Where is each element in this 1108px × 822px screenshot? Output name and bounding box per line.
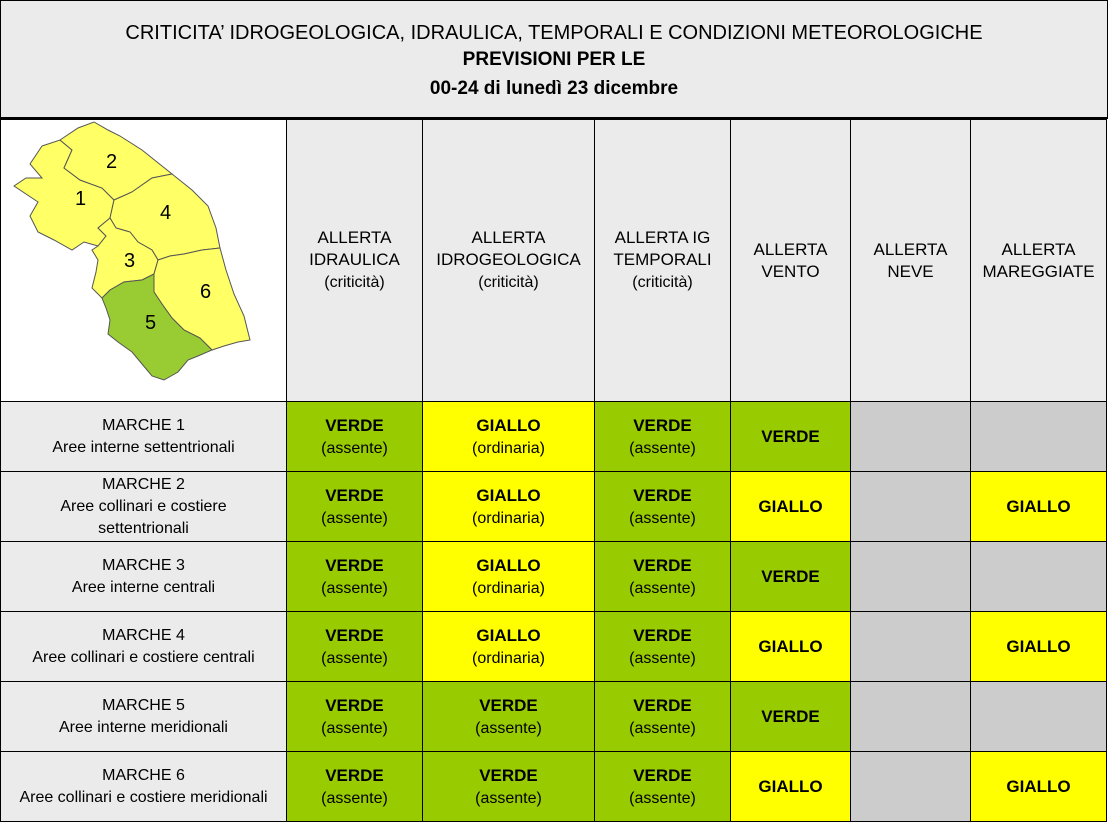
idraulica-cell (287, 682, 423, 752)
alert-level: VERDE (633, 415, 692, 435)
alert-level: VERDE (761, 427, 820, 446)
alert-level: VERDE (633, 485, 692, 505)
alert-level: VERDE (325, 765, 384, 785)
column-header-temporali (595, 120, 731, 402)
column-header-idraulica (287, 120, 423, 402)
temporali-cell (595, 682, 731, 752)
bulletin-subtitle: PREVISIONI PER LE (462, 49, 646, 70)
zone-name: MARCHE 6 (102, 766, 185, 784)
zone-label: 3 (123, 250, 135, 272)
bulletin-title: CRITICITA’ IDROGEOLOGICA, IDRAULICA, TEMPORALI E CONDIZIONI METEOROLOGICHE (125, 22, 983, 44)
zone-description: Aree interne centrali (71, 578, 216, 596)
idraulica-cell (287, 472, 423, 542)
criticality: (ordinaria) (472, 649, 545, 667)
mareggiate-cell (971, 402, 1107, 472)
bulletin-header (0, 0, 1108, 119)
table-row (1, 542, 1107, 612)
alert-level: VERDE (633, 555, 692, 575)
alert-level: VERDE (633, 695, 692, 715)
alert-level: GIALLO (1006, 777, 1071, 796)
zone-cell (1, 682, 287, 752)
column-header-line: MAREGGIATE (982, 261, 1095, 281)
criticality: (assente) (475, 719, 542, 737)
zone-label: 2 (105, 151, 117, 173)
neve-cell (851, 612, 971, 682)
table-row (1, 472, 1107, 542)
criticality: (assente) (321, 579, 388, 597)
temporali-cell (595, 612, 731, 682)
idraulica-cell (287, 752, 423, 822)
temporali-cell (595, 402, 731, 472)
neve-cell (851, 752, 971, 822)
idrogeologica-cell (423, 402, 595, 472)
column-header-line: ALLERTA (471, 228, 546, 247)
neve-cell (851, 542, 971, 612)
column-header-sub: (criticità) (632, 274, 693, 291)
alert-level: GIALLO (476, 415, 541, 435)
criticality: (assente) (321, 509, 388, 527)
vento-cell (731, 402, 851, 472)
column-header-line: IDRAULICA (309, 250, 400, 269)
zone-description: Aree interne settentrionali (52, 438, 235, 456)
alert-level: GIALLO (758, 777, 823, 796)
alert-level: VERDE (325, 555, 384, 575)
zone-description: Aree collinari e costiere meridionali (19, 788, 268, 806)
alert-level: GIALLO (1006, 637, 1071, 656)
idrogeologica-cell (423, 752, 595, 822)
zone-cell (1, 752, 287, 822)
alert-level: VERDE (325, 485, 384, 505)
alert-level: GIALLO (758, 637, 823, 656)
column-header-mareggiate (971, 120, 1107, 402)
criticality: (assente) (321, 439, 388, 457)
criticality: (assente) (475, 789, 542, 807)
mareggiate-cell (971, 542, 1107, 612)
criticality: (assente) (629, 439, 696, 457)
zone-cell (1, 472, 287, 542)
alert-level: GIALLO (476, 625, 541, 645)
alert-level: GIALLO (476, 555, 541, 575)
vento-cell (731, 542, 851, 612)
criticality: (assente) (629, 579, 696, 597)
criticality: (ordinaria) (472, 439, 545, 457)
alert-level: VERDE (633, 625, 692, 645)
marche-region-map (2, 120, 286, 396)
table-row (1, 402, 1107, 472)
criticality: (assente) (321, 789, 388, 807)
zone-description: Aree collinari e costiere centrali (32, 648, 255, 666)
zone-name: MARCHE 1 (102, 416, 185, 434)
alert-level: VERDE (479, 765, 538, 785)
idraulica-cell (287, 542, 423, 612)
column-header-line: VENTO (761, 261, 820, 281)
zone-label: 5 (144, 312, 156, 334)
zone-description: Aree interne meridionali (59, 718, 228, 736)
idrogeologica-cell (423, 472, 595, 542)
alert-table (0, 119, 1107, 822)
neve-cell (851, 682, 971, 752)
column-header-line: ALLERTA IG (614, 228, 711, 247)
column-header-neve (851, 120, 971, 402)
mareggiate-cell (971, 682, 1107, 752)
column-header-line: NEVE (887, 261, 934, 281)
alert-level: VERDE (325, 415, 384, 435)
alert-level: GIALLO (476, 485, 541, 505)
criticality: (ordinaria) (472, 509, 545, 527)
criticality: (assente) (321, 649, 388, 667)
alert-level: GIALLO (1006, 497, 1071, 516)
column-header-line: ALLERTA (1001, 239, 1076, 259)
idrogeologica-cell (423, 682, 595, 752)
criticality: (assente) (629, 789, 696, 807)
column-header-line: IDROGEOLOGICA (436, 250, 581, 269)
mareggiate-cell (971, 612, 1107, 682)
zone-cell (1, 612, 287, 682)
table-row (1, 612, 1107, 682)
table-row (1, 752, 1107, 822)
criticality: (assente) (321, 719, 388, 737)
alert-level: VERDE (761, 707, 820, 726)
criticality: (assente) (629, 719, 696, 737)
zone-cell (1, 542, 287, 612)
table-header-row (1, 120, 1107, 402)
criticality: (assente) (629, 649, 696, 667)
criticality: (ordinaria) (472, 579, 545, 597)
zone-description: settentrionali (98, 519, 189, 537)
vento-cell (731, 682, 851, 752)
alert-level: VERDE (325, 695, 384, 715)
column-header-sub: (criticità) (478, 274, 539, 291)
alert-level: GIALLO (758, 497, 823, 516)
idraulica-cell (287, 612, 423, 682)
neve-cell (851, 402, 971, 472)
alert-level: VERDE (325, 625, 384, 645)
table-row (1, 682, 1107, 752)
column-header-line: ALLERTA (873, 239, 948, 259)
idrogeologica-cell (423, 612, 595, 682)
idraulica-cell (287, 402, 423, 472)
zone-label: 4 (159, 202, 171, 224)
neve-cell (851, 472, 971, 542)
alert-level: VERDE (761, 567, 820, 586)
column-header-line: ALLERTA (317, 228, 392, 247)
temporali-cell (595, 472, 731, 542)
temporali-cell (595, 542, 731, 612)
zone-name: MARCHE 2 (102, 475, 185, 493)
criticality: (assente) (629, 509, 696, 527)
column-header-sub: (criticità) (324, 274, 385, 291)
bulletin-date: 00-24 di lunedì 23 dicembre (429, 78, 679, 99)
alert-level: VERDE (479, 695, 538, 715)
vento-cell (731, 752, 851, 822)
zone-name: MARCHE 5 (102, 696, 185, 714)
zone-name: MARCHE 3 (102, 556, 185, 574)
zone-description: Aree collinari e costiere (60, 497, 227, 515)
column-header-vento (731, 120, 851, 402)
zone-label: 1 (74, 188, 86, 210)
column-header-line: ALLERTA (753, 239, 828, 259)
idrogeologica-cell (423, 542, 595, 612)
region-map-cell (1, 120, 287, 402)
vento-cell (731, 612, 851, 682)
zone-label: 6 (199, 281, 211, 303)
column-header-line: TEMPORALI (613, 250, 712, 269)
column-header-idrogeologica (423, 120, 595, 402)
mareggiate-cell (971, 472, 1107, 542)
temporali-cell (595, 752, 731, 822)
alert-level: VERDE (633, 765, 692, 785)
zone-name: MARCHE 4 (102, 626, 185, 644)
vento-cell (731, 472, 851, 542)
zone-cell (1, 402, 287, 472)
mareggiate-cell (971, 752, 1107, 822)
